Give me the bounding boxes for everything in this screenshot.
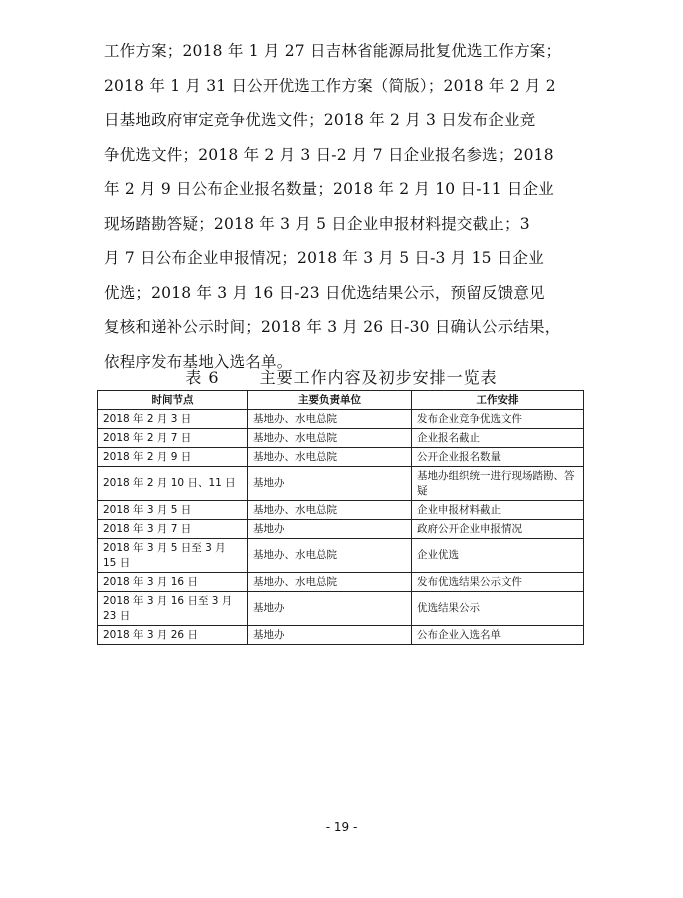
- paragraph-line: 依程序发布基地入选名单。: [104, 352, 293, 371]
- table-title: 主要工作内容及初步安排一览表: [259, 368, 498, 387]
- table-row: [98, 429, 584, 448]
- cell-arrangement: 公开企业报名数量: [412, 448, 584, 467]
- cell-unit: 基地办、水电总院: [248, 539, 412, 573]
- cell-arrangement: 企业报名截止: [412, 429, 584, 448]
- header-time-node: 时间节点: [98, 391, 248, 410]
- table-header-row: [98, 391, 584, 410]
- cell-time: 2018 年 2 月 7 日: [98, 429, 248, 448]
- paragraph-line: 现场踏勘答疑；2018 年 3 月 5 日企业申报材料提交截止；3: [104, 214, 530, 233]
- cell-arrangement: 企业优选: [412, 539, 584, 573]
- table-caption: [0, 365, 683, 388]
- header-work-arrangement: 工作安排: [412, 391, 584, 410]
- cell-arrangement: 企业申报材料截止: [412, 501, 584, 520]
- cell-arrangement: 发布优选结果公示文件: [412, 573, 584, 592]
- paragraph-line: 争优选文件；2018 年 2 月 3 日-2 月 7 日企业报名参选；2018: [104, 145, 554, 164]
- cell-unit: 基地办: [248, 467, 412, 501]
- paragraph-line: 2018 年 1 月 31 日公开优选工作方案（简版）；2018 年 2 月 2: [104, 76, 556, 95]
- table-row: [98, 626, 584, 645]
- paragraph-line: 优选；2018 年 3 月 16 日-23 日优选结果公示，预留反馈意见: [104, 283, 545, 302]
- cell-time: 2018 年 3 月 7 日: [98, 520, 248, 539]
- cell-arrangement: 政府公开企业申报情况: [412, 520, 584, 539]
- table-row: [98, 539, 584, 573]
- table-row: [98, 501, 584, 520]
- table-row: [98, 410, 584, 429]
- table-row: [98, 467, 584, 501]
- cell-time: 2018 年 2 月 3 日: [98, 410, 248, 429]
- cell-time: 2018 年 3 月 5 日: [98, 501, 248, 520]
- cell-arrangement: 基地办组织统一进行现场踏勘、答疑: [412, 467, 584, 501]
- cell-unit: 基地办: [248, 520, 412, 539]
- cell-arrangement: 发布企业竞争优选文件: [412, 410, 584, 429]
- cell-arrangement: 公布企业入选名单: [412, 626, 584, 645]
- cell-unit: 基地办、水电总院: [248, 501, 412, 520]
- cell-time: 2018 年 3 月 5 日至 3 月 15 日: [98, 539, 248, 573]
- cell-unit: 基地办、水电总院: [248, 448, 412, 467]
- cell-time: 2018 年 3 月 16 日: [98, 573, 248, 592]
- paragraph-line: 年 2 月 9 日公布企业报名数量；2018 年 2 月 10 日-11 日企业: [104, 180, 554, 198]
- cell-time: 2018 年 3 月 16 日至 3 月 23 日: [98, 592, 248, 626]
- table-row: [98, 592, 584, 626]
- table-row: [98, 573, 584, 592]
- paragraph-line: 复核和递补公示时间；2018 年 3 月 26 日-30 日确认公示结果，: [104, 318, 561, 336]
- cell-arrangement: 优选结果公示: [412, 592, 584, 626]
- cell-time: 2018 年 2 月 9 日: [98, 448, 248, 467]
- cell-unit: 基地办、水电总院: [248, 573, 412, 592]
- paragraph-line: 工作方案；2018 年 1 月 27 日吉林省能源局批复优选工作方案；: [104, 42, 562, 60]
- cell-unit: 基地办、水电总院: [248, 429, 412, 448]
- cell-unit: 基地办: [248, 592, 412, 626]
- cell-unit: 基地办、水电总院: [248, 410, 412, 429]
- body-paragraph: [104, 34, 574, 379]
- paragraph-line: 日基地政府审定竞争优选文件；2018 年 2 月 3 日发布企业竞: [104, 111, 536, 129]
- table-number: 表 6: [185, 368, 220, 387]
- paragraph-line: 月 7 日公布企业申报情况；2018 年 3 月 5 日-3 月 15 日企业: [104, 249, 544, 267]
- cell-time: 2018 年 2 月 10 日、11 日: [98, 467, 248, 501]
- page-number: - 19 -: [325, 820, 358, 834]
- cell-unit: 基地办: [248, 626, 412, 645]
- cell-time: 2018 年 3 月 26 日: [98, 626, 248, 645]
- header-responsible-unit: 主要负责单位: [248, 391, 412, 410]
- schedule-table: [97, 390, 584, 645]
- table-row: [98, 448, 584, 467]
- table-row: [98, 520, 584, 539]
